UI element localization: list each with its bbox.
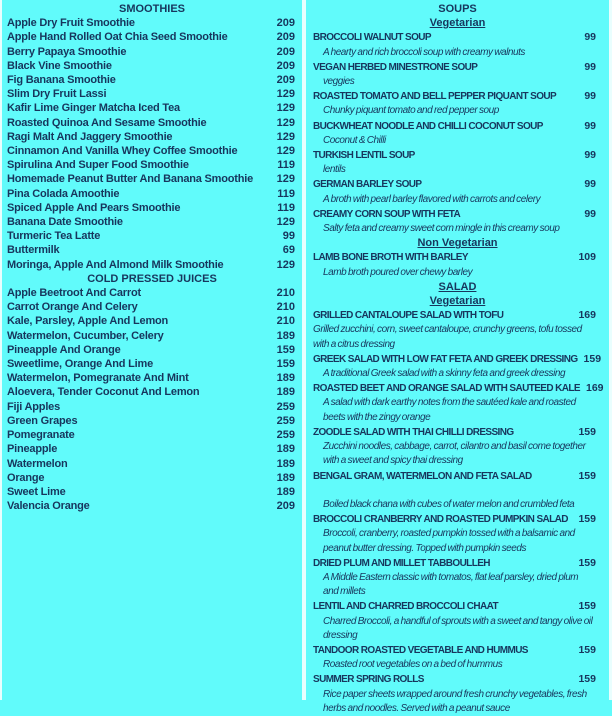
- item-name: Ragi Malt And Jaggery Smoothie: [7, 130, 173, 143]
- item-name: Spiced Apple And Pears Smoothie: [7, 201, 181, 214]
- item-name: Moringa, Apple And Almond Milk Smoothie: [7, 258, 224, 271]
- item-name: Carrot Orange And Celery: [7, 301, 138, 314]
- item-price: 209: [276, 59, 295, 72]
- item-description: Lamb broth poured over chewy barley: [323, 266, 473, 278]
- item-name: Pineapple: [7, 443, 58, 456]
- item-name: Homemade Peanut Butter And Banana Smoothie: [7, 173, 254, 186]
- menu-item-row: [2, 87, 302, 101]
- item-name: ROASTED TOMATO AND BELL PEPPER PIQUANT SOUP: [313, 91, 557, 103]
- item-price: 99: [584, 178, 596, 191]
- menu-item-row: [2, 45, 302, 59]
- item-name: Slim Dry Fruit Lassi: [7, 88, 107, 101]
- item-name: Apple Dry Fruit Smoothie: [7, 17, 135, 30]
- item-price: 159: [578, 513, 596, 526]
- item-price: 259: [276, 414, 295, 427]
- item-price: 159: [578, 556, 596, 569]
- item-price: 109: [578, 251, 596, 264]
- menu-item-row: [306, 308, 609, 323]
- item-price: 99: [584, 60, 596, 73]
- item-price: 99: [584, 149, 596, 162]
- menu-item-row: [2, 442, 302, 456]
- item-price: 159: [583, 352, 602, 365]
- menu-item-row: [2, 400, 302, 414]
- item-name: BENGAL GRAM, WATERMELON AND FETA SALAD: [313, 470, 532, 482]
- item-price: 99: [584, 31, 596, 44]
- item-name: BROCCOLI CRANBERRY AND ROASTED PUMPKIN SALAD: [313, 514, 568, 526]
- item-price: 169: [578, 309, 596, 322]
- item-price: 129: [276, 102, 295, 115]
- item-price: 129: [276, 173, 295, 186]
- item-price: 210: [276, 315, 295, 328]
- item-name: SUMMER SPRING ROLLS: [313, 674, 424, 686]
- item-description: A Middle Eastern classic with tomatos, flat leaf parsley, dried plum and millets: [323, 571, 579, 598]
- section-header: SALAD: [438, 280, 477, 293]
- item-price: 209: [276, 74, 295, 87]
- menu-item-row: [2, 300, 302, 314]
- menu-item-row: [306, 119, 609, 134]
- item-price: 119: [277, 187, 295, 200]
- menu-item-row: [2, 59, 302, 73]
- item-price: 209: [276, 31, 295, 44]
- item-name: GREEK SALAD WITH LOW FAT FETA AND GREEK DRESSING: [313, 353, 578, 365]
- item-name: Fig Banana Smoothie: [7, 74, 116, 87]
- item-name: LENTIL AND CHARRED BROCCOLI CHAAT: [313, 601, 499, 613]
- item-name: VEGAN HERBED MINESTRONE SOUP: [313, 61, 478, 73]
- item-description: Rice paper sheets wrapped around fresh crunchy vegetables, fresh herbs and noodles. Served with a peanut sauce: [323, 688, 587, 714]
- item-price: 189: [276, 485, 295, 498]
- item-name: Kafir Lime Ginger Matcha Iced Tea: [7, 102, 180, 115]
- item-name: Sweetlime, Orange And Lime: [7, 358, 153, 371]
- item-name: GERMAN BARLEY SOUP: [313, 179, 422, 191]
- item-name: GRILLED CANTALOUPE SALAD WITH TOFU: [313, 310, 504, 322]
- item-name: Berry Papaya Smoothie: [7, 45, 127, 58]
- item-price: 159: [276, 358, 295, 371]
- item-name: Spirulina And Super Food Smoothie: [7, 159, 189, 172]
- menu-item-row: [2, 172, 302, 186]
- item-description: Broccoli, cranberry, roasted pumpkin tossed with a balsamic and peanut butter dressing. Topped with pumpkin seeds: [323, 528, 575, 554]
- subsection-header: Non Vegetarian: [417, 237, 498, 250]
- item-name: TURKISH LENTIL SOUP: [313, 150, 415, 162]
- item-description: veggies: [323, 76, 355, 88]
- menu-item-row: [2, 144, 302, 158]
- item-price: 189: [276, 457, 295, 470]
- item-price: 259: [276, 400, 295, 413]
- item-price: 159: [578, 600, 596, 613]
- menu-item-row: [2, 329, 302, 343]
- menu-item-row: [306, 30, 609, 45]
- item-price: 129: [276, 145, 295, 158]
- menu-item-row: [2, 457, 302, 471]
- item-description: Roasted root vegetables on a bed of hummus: [323, 659, 503, 671]
- item-description: A broth with pearl barley flavored with carrots and celery: [323, 193, 541, 205]
- menu-item-row: [2, 73, 302, 87]
- item-name: Black Vine Smoothie: [7, 59, 112, 72]
- left-column: [2, 0, 302, 700]
- item-name: Kale, Parsley, Apple And Lemon: [7, 315, 169, 328]
- menu-item-row: [2, 414, 302, 428]
- item-price: 159: [578, 469, 596, 482]
- item-name: Watermelon, Pomegranate And Mint: [7, 372, 189, 385]
- item-price: 259: [276, 429, 295, 442]
- item-name: Orange: [7, 471, 45, 484]
- menu-item-row: [2, 229, 302, 243]
- menu-item-row: [306, 381, 609, 396]
- menu-item-row: [2, 201, 302, 215]
- item-description: Charred Broccoli, a handful of sprouts with a sweet and tangy olive oil dressing: [323, 615, 593, 641]
- item-name: Turmeric Tea Latte: [7, 230, 101, 243]
- item-price: 129: [276, 116, 295, 129]
- item-price: 169: [586, 382, 604, 395]
- item-price: 129: [276, 130, 295, 143]
- item-price: 159: [276, 343, 295, 356]
- menu-item-row: [2, 357, 302, 371]
- menu-item-row: [306, 89, 609, 104]
- section-header: COLD PRESSED JUICES: [87, 272, 217, 285]
- item-description: lentils: [323, 164, 346, 176]
- item-price: 99: [584, 90, 596, 103]
- menu-item-row: [306, 643, 609, 658]
- item-name: Buttermilk: [7, 244, 60, 257]
- item-price: 210: [276, 301, 295, 314]
- menu-item-row: [2, 101, 302, 115]
- item-name: DRIED PLUM AND MILLET TABBOULLEH: [313, 557, 490, 569]
- item-name: Green Grapes: [7, 414, 78, 427]
- item-price: 69: [282, 244, 295, 257]
- menu-item-row: [2, 485, 302, 499]
- item-name: Pina Colada Amoothie: [7, 187, 120, 200]
- menu-item-row: [2, 371, 302, 385]
- item-name: Fiji Apples: [7, 400, 61, 413]
- item-name: ZOODLE SALAD WITH THAI CHILLI DRESSING: [313, 426, 514, 438]
- item-name: Pomegranate: [7, 429, 75, 442]
- menu-item-row: [306, 672, 609, 687]
- item-price: 129: [276, 258, 295, 271]
- item-price: 159: [578, 643, 596, 656]
- menu-item-row: [2, 343, 302, 357]
- item-name: Aloevera, Tender Coconut And Lemon: [7, 386, 200, 399]
- item-description: Boiled black chana with cubes of water melon and crumbled feta: [323, 498, 575, 510]
- menu-item-row: [2, 286, 302, 300]
- item-price: 209: [276, 17, 295, 30]
- menu-item-row: [306, 207, 609, 222]
- item-price: 189: [276, 471, 295, 484]
- menu-item-row: [306, 352, 609, 367]
- menu-item-row: [306, 469, 609, 484]
- item-price: 210: [276, 287, 295, 300]
- item-description: Chunky piquant tomato and red pepper soup: [323, 105, 499, 117]
- item-price: 119: [277, 159, 295, 172]
- item-price: 209: [276, 500, 295, 513]
- item-name: Banana Date Smoothie: [7, 216, 123, 229]
- menu-item-row: [2, 30, 302, 44]
- item-name: BUCKWHEAT NOODLE AND CHILLI COCONUT SOUP: [313, 120, 543, 132]
- menu-item-row: [2, 258, 302, 272]
- item-name: LAMB BONE BROTH WITH BARLEY: [313, 252, 468, 264]
- menu-item-row: [2, 314, 302, 328]
- item-description: Salty feta and creamy sweet corn mingle in this creamy soup: [323, 223, 560, 235]
- menu-item-row: [2, 187, 302, 201]
- subsection-header: Vegetarian: [429, 17, 486, 30]
- menu-item-row: [2, 215, 302, 229]
- item-price: 99: [282, 230, 295, 243]
- menu-item-row: [306, 250, 609, 265]
- item-price: 189: [276, 329, 295, 342]
- item-description: A hearty and rich broccoli soup with creamy walnuts: [323, 46, 525, 58]
- item-name: BROCCOLI WALNUT SOUP: [313, 32, 431, 44]
- item-price: 129: [276, 88, 295, 101]
- menu-item-row: [2, 158, 302, 172]
- menu-item-row: [2, 116, 302, 130]
- item-price: 159: [578, 673, 596, 686]
- item-name: Valencia Orange: [7, 500, 90, 513]
- item-name: ROASTED BEET AND ORANGE SALAD WITH SAUTEED KALE: [313, 383, 580, 395]
- item-name: Pineapple And Orange: [7, 343, 121, 356]
- item-price: 129: [276, 216, 295, 229]
- item-price: 189: [276, 386, 295, 399]
- item-price: 159: [578, 425, 596, 438]
- menu-item-row: [2, 16, 302, 30]
- section-header: SOUPS: [438, 3, 477, 15]
- item-name: Apple Hand Rolled Oat Chia Seed Smoothie: [7, 31, 228, 44]
- menu-item-row: [2, 471, 302, 485]
- item-name: Sweet Lime: [7, 485, 66, 498]
- right-column: [306, 0, 609, 714]
- item-name: CREAMY CORN SOUP WITH FETA: [313, 208, 461, 220]
- menu-item-row: [306, 599, 609, 614]
- item-price: 99: [584, 207, 596, 220]
- subsection-header: Vegetarian: [429, 295, 486, 308]
- item-description: Zucchini noodles, cabbage, carrot, cilantro and basil come together with a sweet and spicy thai dressing: [323, 441, 586, 467]
- item-price: 119: [277, 201, 295, 214]
- menu-item-row: [306, 512, 609, 527]
- item-name: Watermelon: [7, 457, 68, 470]
- item-name: Watermelon, Cucumber, Celery: [7, 329, 164, 342]
- menu-item-row: [2, 243, 302, 257]
- item-name: Apple Beetroot And Carrot: [7, 287, 141, 300]
- item-description: A traditional Greek salad with a skinny feta and greek dressing: [323, 368, 566, 380]
- item-price: 99: [584, 119, 596, 132]
- menu-item-row: [306, 177, 609, 192]
- item-price: 189: [276, 372, 295, 385]
- item-description: A salad with dark earthy notes from the sautéed kale and roasted beets with the zingy orange: [323, 397, 576, 423]
- spacer-row: [306, 484, 609, 498]
- item-name: Roasted Quinoa And Sesame Smoothie: [7, 116, 207, 129]
- item-price: 189: [276, 443, 295, 456]
- item-description: Grilled zucchini, corn, sweet cantaloupe, crunchy greens, tofu tossed with a citrus dressing: [313, 324, 582, 350]
- menu-item-row: [306, 556, 609, 571]
- section-header: SMOOTHIES: [118, 3, 185, 15]
- item-price: 209: [276, 45, 295, 58]
- item-name: TANDOOR ROASTED VEGETABLE AND HUMMUS: [313, 644, 528, 656]
- item-name: Cinnamon And Vanilla Whey Coffee Smoothie: [7, 145, 238, 158]
- menu-item-row: [306, 425, 609, 440]
- menu-item-row: [306, 148, 609, 163]
- menu-item-row: [2, 428, 302, 442]
- menu-item-row: [2, 499, 302, 513]
- item-description: Coconut & Chilli: [323, 134, 386, 146]
- menu-item-row: [2, 385, 302, 399]
- menu-item-row: [306, 60, 609, 75]
- menu-item-row: [2, 130, 302, 144]
